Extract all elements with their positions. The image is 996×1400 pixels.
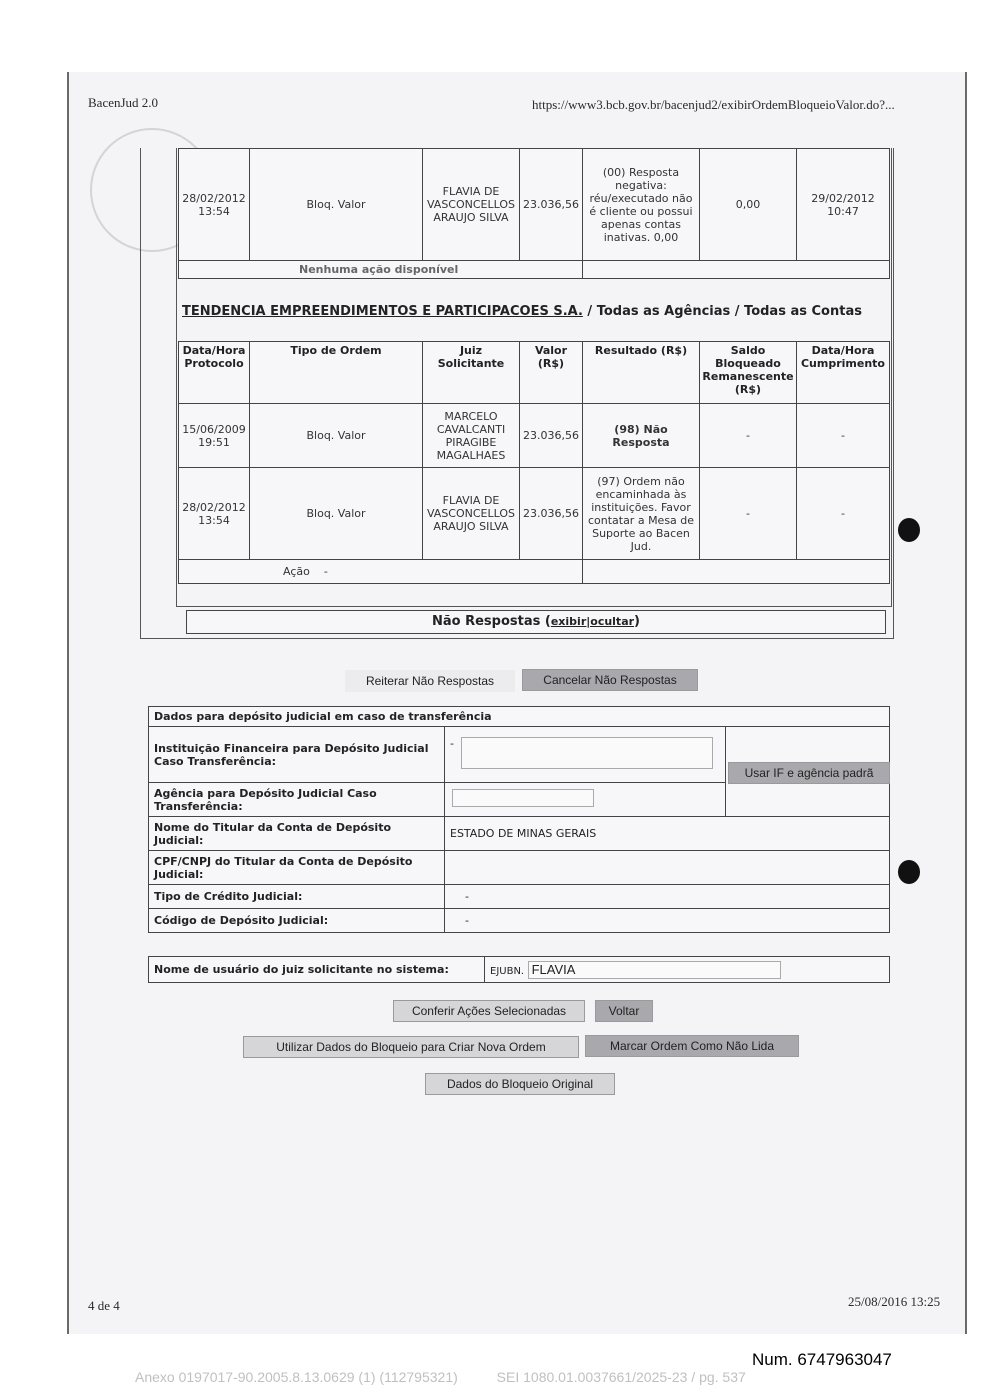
usar-if-button[interactable]: Usar IF e agência padrã <box>728 762 890 784</box>
agencia-input[interactable] <box>452 789 594 807</box>
deposit-form <box>148 706 890 933</box>
acao-empty-cell <box>583 261 890 279</box>
titular-value: ESTADO DE MINAS GERAIS <box>445 817 890 851</box>
agencia-cell <box>445 783 726 817</box>
codigo-value: - <box>445 909 890 933</box>
col-header: Tipo de Ordem <box>250 342 423 404</box>
dados-original-button[interactable]: Dados do Bloqueio Original <box>425 1073 615 1095</box>
voltar-button[interactable]: Voltar <box>595 1000 653 1022</box>
cell-data-hora: 28/02/2012 13:54 <box>179 468 250 560</box>
acao-empty-cell <box>583 560 890 584</box>
punch-hole <box>898 860 920 884</box>
col-header: Data/Hora Cumprimento <box>797 342 890 404</box>
nao-respostas-title: Não Respostas <box>432 614 541 629</box>
cell-juiz: FLAVIA DE VASCONCELLOS ARAUJO SILVA <box>423 468 520 560</box>
second-result-table <box>178 341 890 584</box>
conferir-button[interactable]: Conferir Ações Selecionadas <box>393 1000 585 1022</box>
col-header: Data/Hora Protocolo <box>179 342 250 404</box>
page-url: https://www3.bcb.gov.br/bacenjud2/exibirOrdemBloqueioValor.do?... <box>532 97 895 112</box>
cpf-value <box>445 851 890 885</box>
table-row <box>179 560 890 584</box>
acao-select[interactable]: - <box>323 565 328 578</box>
codigo-label: Código de Depósito Judicial: <box>149 909 445 933</box>
page-count: 4 de 4 <box>88 1298 120 1313</box>
company-heading <box>182 303 882 320</box>
instituicao-cell <box>445 727 726 783</box>
print-datetime: 25/08/2016 13:25 <box>848 1294 941 1309</box>
instituicao-select[interactable]: - <box>450 737 454 750</box>
nao-respostas-bar: Não Respostas (exibir|ocultar) <box>186 610 886 634</box>
agencia-label: Agência para Depósito Judicial Caso Transferência: <box>149 783 445 817</box>
usuario-label: Nome de usuário do juiz solicitante no sistema: <box>149 957 485 983</box>
cell-cumprimento: - <box>797 404 890 468</box>
table-row <box>179 149 890 261</box>
table-row <box>179 261 890 279</box>
col-header: Juiz Solicitante <box>423 342 520 404</box>
cell-tipo: Bloq. Valor <box>250 468 423 560</box>
company-name: TENDENCIA EMPREENDIMENTOS E PARTICIPACOES S.A. <box>182 304 583 319</box>
usuario-form <box>148 956 890 983</box>
cell-data-hora: 15/06/2009 19:51 <box>179 404 250 468</box>
cell-tipo: Bloq. Valor <box>250 404 423 468</box>
table-row <box>179 404 890 468</box>
cell-resultado: (97) Ordem não encaminhada às instituições. Favor contatar a Mesa de Suporte ao Bacen Jud. <box>583 468 700 560</box>
cell-cumprimento: 29/02/2012 10:47 <box>797 149 890 261</box>
usuario-input[interactable]: FLAVIA <box>528 961 781 979</box>
cancelar-button[interactable]: Cancelar Não Respostas <box>522 669 698 691</box>
deposit-title: Dados para depósito judicial em caso de transferência <box>149 707 890 727</box>
cell-resultado: (98) Não Resposta <box>583 404 700 468</box>
cell-juiz: MARCELO CAVALCANTI PIRAGIBE MAGALHAES <box>423 404 520 468</box>
cell-resultado: (00) Resposta negativa: réu/executado não é cliente ou possui apenas contas inativas. 0,00 <box>583 149 700 261</box>
punch-hole <box>898 518 920 542</box>
usuario-prefix: EJUBN. <box>490 965 525 977</box>
table-row <box>179 468 890 560</box>
utilizar-dados-button[interactable]: Utilizar Dados do Bloqueio para Criar Nova Ordem <box>243 1036 579 1058</box>
cell-cumprimento: - <box>797 468 890 560</box>
cpf-label: CPF/CNPJ do Titular da Conta de Depósito Judicial: <box>149 851 445 885</box>
cell-juiz: FLAVIA DE VASCONCELLOS ARAUJO SILVA <box>423 149 520 261</box>
cell-valor: 23.036,56 <box>520 149 583 261</box>
annex-footer: Anexo 0197017-90.2005.8.13.0629 (1) (112795321) SEI 1080.01.0037661/2025-23 / pg. 537 <box>135 1369 746 1385</box>
document-number: Num. 6747963047 <box>752 1350 892 1369</box>
col-header: Valor (R$) <box>520 342 583 404</box>
cell-valor: 23.036,56 <box>520 404 583 468</box>
marcar-nao-lida-button[interactable]: Marcar Ordem Como Não Lida <box>585 1035 799 1057</box>
acao-none-label: Nenhuma ação disponível <box>179 261 583 279</box>
cell-saldo: 0,00 <box>700 149 797 261</box>
cell-tipo: Bloq. Valor <box>250 149 423 261</box>
app-title: BacenJud 2.0 <box>88 95 159 110</box>
first-result-table <box>178 148 890 279</box>
tipo-credito-select[interactable]: - <box>445 885 890 909</box>
col-header: Saldo Bloqueado Remanescente (R$) <box>700 342 797 404</box>
cell-saldo: - <box>700 404 797 468</box>
nao-respostas-toggle-link[interactable]: exibir|ocultar <box>550 615 635 628</box>
titular-label: Nome do Titular da Conta de Depósito Judicial: <box>149 817 445 851</box>
company-suffix: / Todas as Agências / Todas as Contas <box>587 304 862 319</box>
cell-valor: 23.036,56 <box>520 468 583 560</box>
usuario-cell <box>485 957 890 983</box>
tipo-credito-label: Tipo de Crédito Judicial: <box>149 885 445 909</box>
acao-label: Ação <box>283 565 310 578</box>
reiterar-button[interactable]: Reiterar Não Respostas <box>345 670 515 692</box>
acao-cell <box>179 560 583 584</box>
cell-data-hora: 28/02/2012 13:54 <box>179 149 250 261</box>
table-header-row <box>179 342 890 404</box>
cell-saldo: - <box>700 468 797 560</box>
instituicao-label: Instituição Financeira para Depósito Judicial Caso Transferência: <box>149 727 445 783</box>
instituicao-input[interactable] <box>461 737 713 769</box>
col-header: Resultado (R$) <box>583 342 700 404</box>
